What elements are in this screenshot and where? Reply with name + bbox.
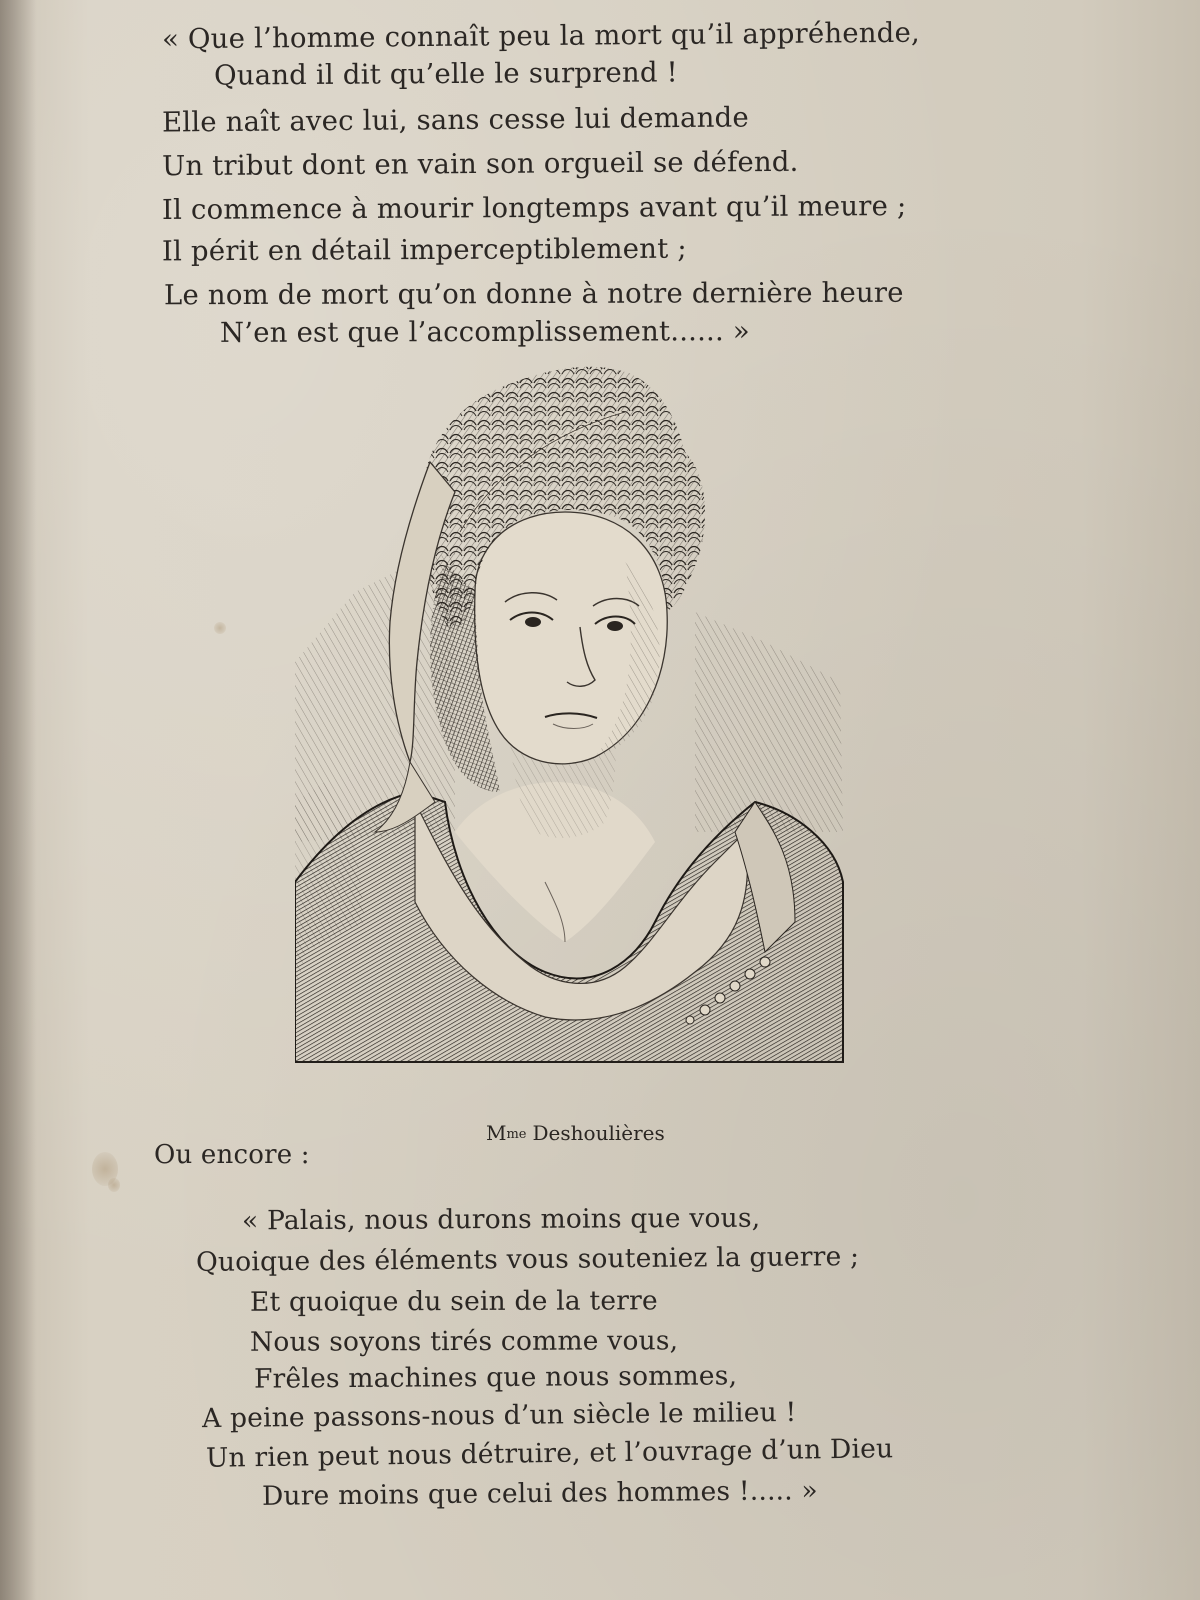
poem-1-line: Le nom de mort qu’on donne à notre dernière heure (163, 276, 904, 312)
foxing-stain (214, 622, 226, 634)
poem-2-line: Nous soyons tirés comme vous, (249, 1325, 679, 1358)
poem-1-line: N’en est que l’accomplissement...... » (219, 315, 750, 349)
poem-2-line: A peine passons-nous d’un siècle le milieu ! (201, 1396, 797, 1435)
portrait-caption (486, 1121, 665, 1145)
poem-1-line: Il commence à mourir longtemps avant qu’il meure ; (161, 190, 907, 226)
poem-1-line: Un tribut dont en vain son orgueil se défend. (161, 145, 799, 183)
poem-1-line: Elle naît avec lui, sans cesse lui demande (161, 101, 750, 139)
poem-1-line: « Que l’homme connaît peu la mort qu’il appréhende, (161, 16, 921, 56)
poem-2-line: Quoique des éléments vous souteniez la guerre ; (195, 1241, 860, 1278)
transition-text: Ou encore : (154, 1140, 310, 1170)
poem-2-line: « Palais, nous durons moins que vous, (241, 1202, 761, 1237)
foxing-stain (108, 1178, 120, 1192)
poem-2-line: Un rien peut nous détruire, et l’ouvrage d’un Dieu (205, 1433, 894, 1474)
portrait-engraving-icon (295, 362, 855, 1082)
poem-1-line: Il périt en détail imperceptiblement ; (161, 232, 687, 268)
caption-prefix: M (486, 1121, 507, 1145)
poem-2-line: Frêles machines que nous sommes, (253, 1360, 738, 1395)
poem-2-line: Et quoique du sein de la terre (249, 1285, 658, 1318)
engraved-portrait (295, 362, 855, 1082)
poem-1-line: Quand il dit qu’elle le surprend ! (213, 56, 678, 92)
page-gutter-shadow (0, 0, 36, 1600)
caption-superscript: me (506, 1127, 527, 1142)
poem-2-line: Dure moins que celui des hommes !..... » (261, 1475, 819, 1512)
caption-name: Deshoulières (532, 1121, 665, 1145)
